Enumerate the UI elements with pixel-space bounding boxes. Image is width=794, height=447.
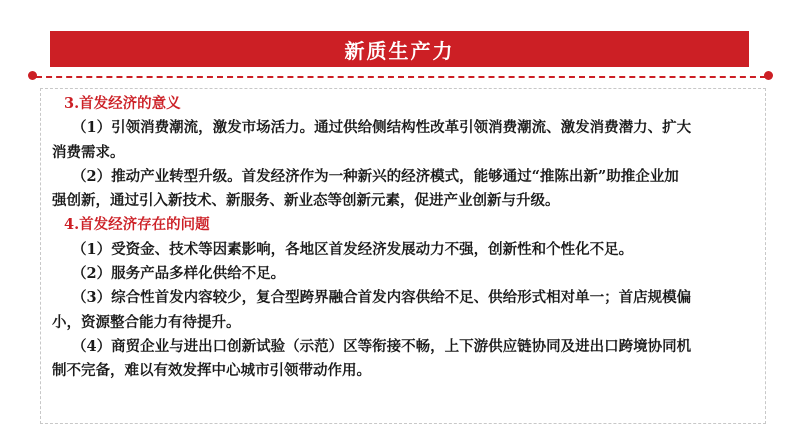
section-3-item-1-line-1: （1）引领消费潮流，激发市场活力。通过供给侧结构性改革引领消费潮流、激发消费潜力、扩大: [72, 119, 692, 137]
divider-dot-right: [764, 71, 773, 80]
section-4-item-4-line-1: （4）商贸企业与进出口创新试验（示范）区等衔接不畅，上下游供应链协同及进出口跨境协同机: [72, 337, 692, 355]
section-3-item-2-line-1: （2）推动产业转型升级。首发经济作为一种新兴的经济模式，能够通过“推陈出新”助推企业加: [72, 167, 679, 185]
section-4-item-2: （2）服务产品多样化供给不足。: [72, 265, 286, 283]
section-4-item-1: （1）受资金、技术等因素影响，各地区首发经济发展动力不强，创新性和个性化不足。: [72, 240, 634, 258]
title-banner: [50, 31, 749, 67]
dashed-divider: [36, 76, 766, 78]
banner-title: 新质生产力: [344, 38, 455, 63]
section-4-item-4-line-2: 制不完备，难以有效发挥中心城市引领带动作用。: [52, 362, 371, 380]
section-3-item-1-line-2: 消费需求。: [52, 143, 125, 161]
section-4-heading: 4.首发经济存在的问题: [64, 216, 210, 234]
section-4-item-3-line-1: （3）综合性首发内容较少，复合型跨界融合首发内容供给不足、供给形式相对单一；首店规模偏: [72, 289, 692, 307]
content-body: [52, 92, 762, 384]
section-4-item-3-line-2: 小，资源整合能力有待提升。: [52, 313, 241, 331]
section-3-heading: 3.首发经济的意义: [64, 95, 181, 112]
section-3-item-2-line-2: 强创新，通过引入新技术、新服务、新业态等创新元素，促进产业创新与升级。: [52, 192, 560, 210]
